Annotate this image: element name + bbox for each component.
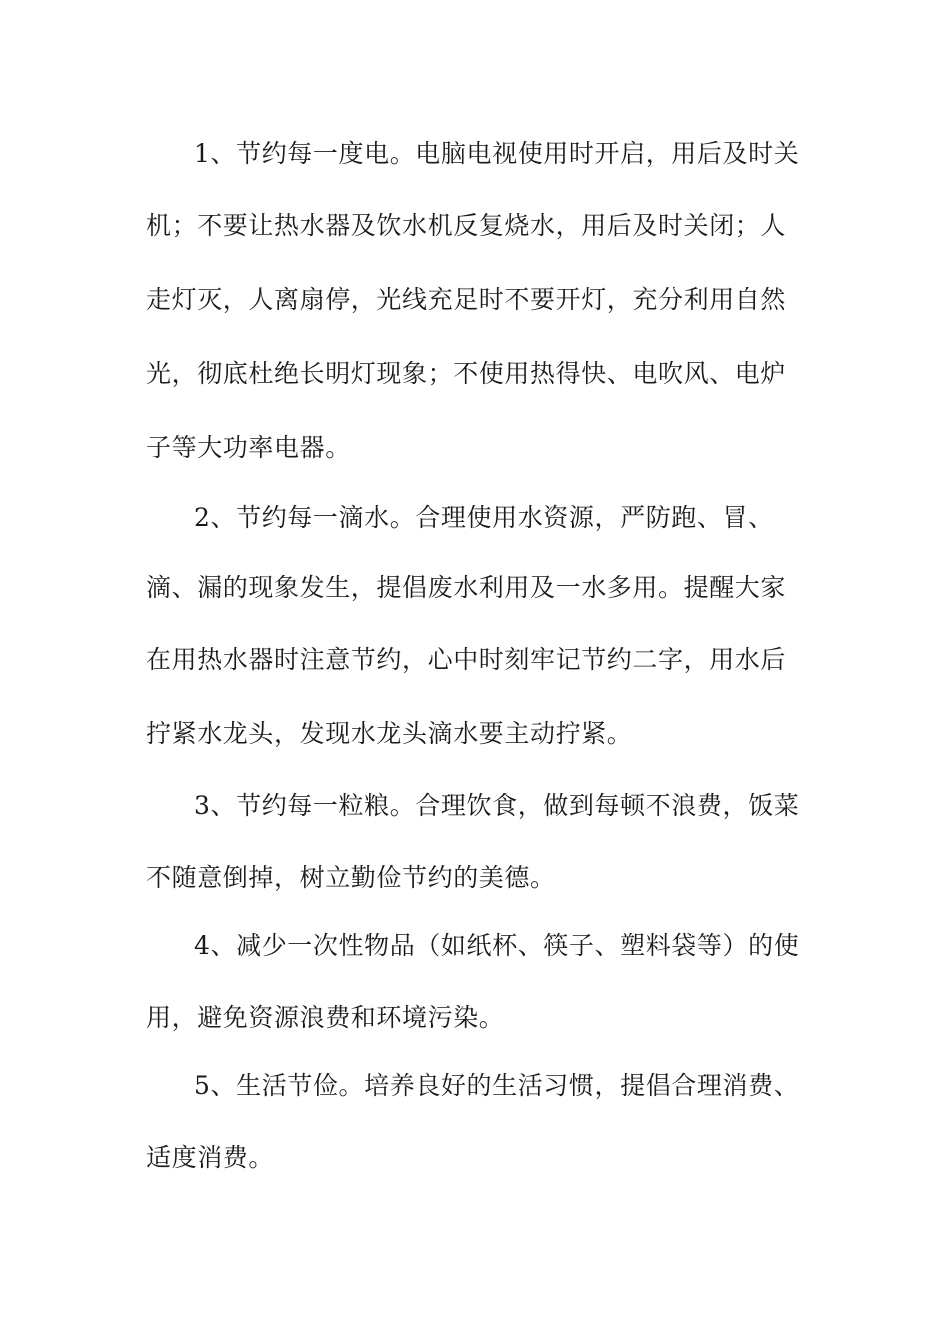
paragraph-1-line-4: 光，彻底杜绝长明灯现象；不使用热得快、电吹风、电炉 — [146, 359, 787, 388]
paragraph-5-line-2: 适度消费。 — [146, 1143, 275, 1172]
paragraph-2-line-1: 2、节约每一滴水。合理使用水资源，严防跑、冒、 — [194, 503, 774, 532]
paragraph-2-line-3: 在用热水器时注意节约，心中时刻牢记节约二字，用水后 — [146, 645, 787, 674]
paragraph-4-line-1: 4、减少一次性物品（如纸杯、筷子、塑料袋等）的使 — [194, 931, 800, 960]
paragraph-5-line-1: 5、生活节俭。培养良好的生活习惯，提倡合理消费、 — [194, 1071, 800, 1100]
paragraph-2-line-2: 滴、漏的现象发生，提倡废水利用及一水多用。提醒大家 — [146, 573, 787, 602]
paragraph-1-line-1: 1、节约每一度电。电脑电视使用时开启，用后及时关 — [194, 139, 800, 168]
paragraph-2-line-4: 拧紧水龙头，发现水龙头滴水要主动拧紧。 — [146, 719, 633, 748]
paragraph-3-line-2: 不随意倒掉，树立勤俭节约的美德。 — [146, 863, 556, 892]
paragraph-1-line-3: 走灯灭，人离扇停，光线充足时不要开灯，充分利用自然 — [146, 285, 787, 314]
paragraph-1-line-5: 子等大功率电器。 — [146, 433, 351, 462]
paragraph-1-line-2: 机；不要让热水器及饮水机反复烧水，用后及时关闭；人 — [146, 211, 787, 240]
paragraph-4-line-2: 用，避免资源浪费和环境污染。 — [146, 1003, 505, 1032]
paragraph-3-line-1: 3、节约每一粒粮。合理饮食，做到每顿不浪费，饭菜 — [194, 791, 800, 820]
